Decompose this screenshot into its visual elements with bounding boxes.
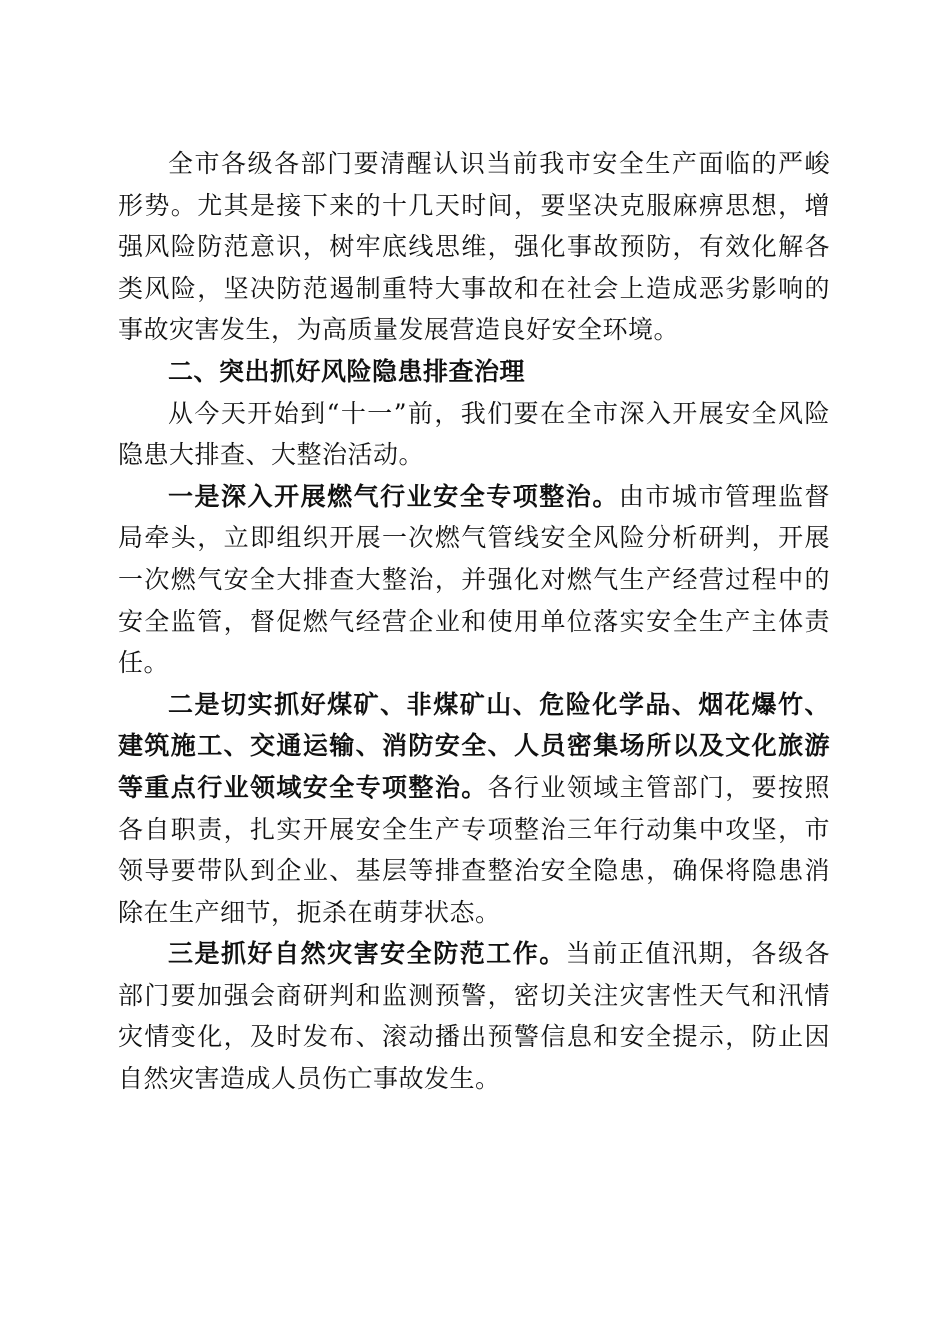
- document-body: [118, 143, 830, 1100]
- paragraph-text: 全市各级各部门要清醒认识当前我市安全生产面临的严峻形势。尤其是接下来的十几天时间，要坚决克服麻痹思想，增强风险防范意识，树牢底线思维，强化事故预防，有效化解各类风险，坚决防范遏制重特大事故和在社会上造成恶劣影响的事故灾害发生，为高质量发展营造良好安全环境。: [118, 149, 830, 345]
- paragraph-gas-safety: [118, 476, 830, 684]
- paragraph-lead-text: 三是抓好自然灾害安全防范工作。: [168, 939, 566, 969]
- paragraph-safety-situation: [118, 143, 830, 351]
- paragraph-text: 从今天开始到“十一”前，我们要在全市深入开展安全风险隐患大排查、大整治活动。: [118, 398, 830, 470]
- paragraph-body-text: 当前正值汛期，各级各部门要加强会商研判和监测预警，密切关注灾害性天气和汛情灾情变化，及时发布、滚动播出预警信息和安全提示，防止因自然灾害造成人员伤亡事故发生。: [118, 939, 830, 1094]
- paragraph-lead-text: 一是深入开展燃气行业安全专项整治。: [168, 481, 619, 511]
- paragraph-body-text: 由市城市管理监督局牵头，立即组织开展一次燃气管线安全风险分析研判，开展一次燃气安全大排查大整治，并强化对燃气生产经营过程中的安全监管，督促燃气经营企业和使用单位落实安全生产主体责任。: [118, 481, 830, 678]
- paragraph-natural-disaster: [118, 933, 830, 1099]
- paragraph-key-industries: [118, 684, 830, 934]
- section-heading-text: 二、突出抓好风险隐患排查治理: [168, 356, 526, 386]
- section-heading-2: [118, 351, 830, 393]
- paragraph-inspection-intro: [118, 393, 830, 476]
- paragraph-body-text: 各行业领域主管部门，要按照各自职责，扎实开展安全生产专项整治三年行动集中攻坚，市领导要带队到企业、基层等排查整治安全隐患，确保将隐患消除在生产细节，扼杀在萌芽状态。: [118, 772, 830, 927]
- paragraph-lead-text: 二是切实抓好煤矿、非煤矿山、危险化学品、烟花爆竹、建筑施工、交通运输、消防安全、人员密集场所以及文化旅游等重点行业领域安全专项整治。: [118, 689, 830, 802]
